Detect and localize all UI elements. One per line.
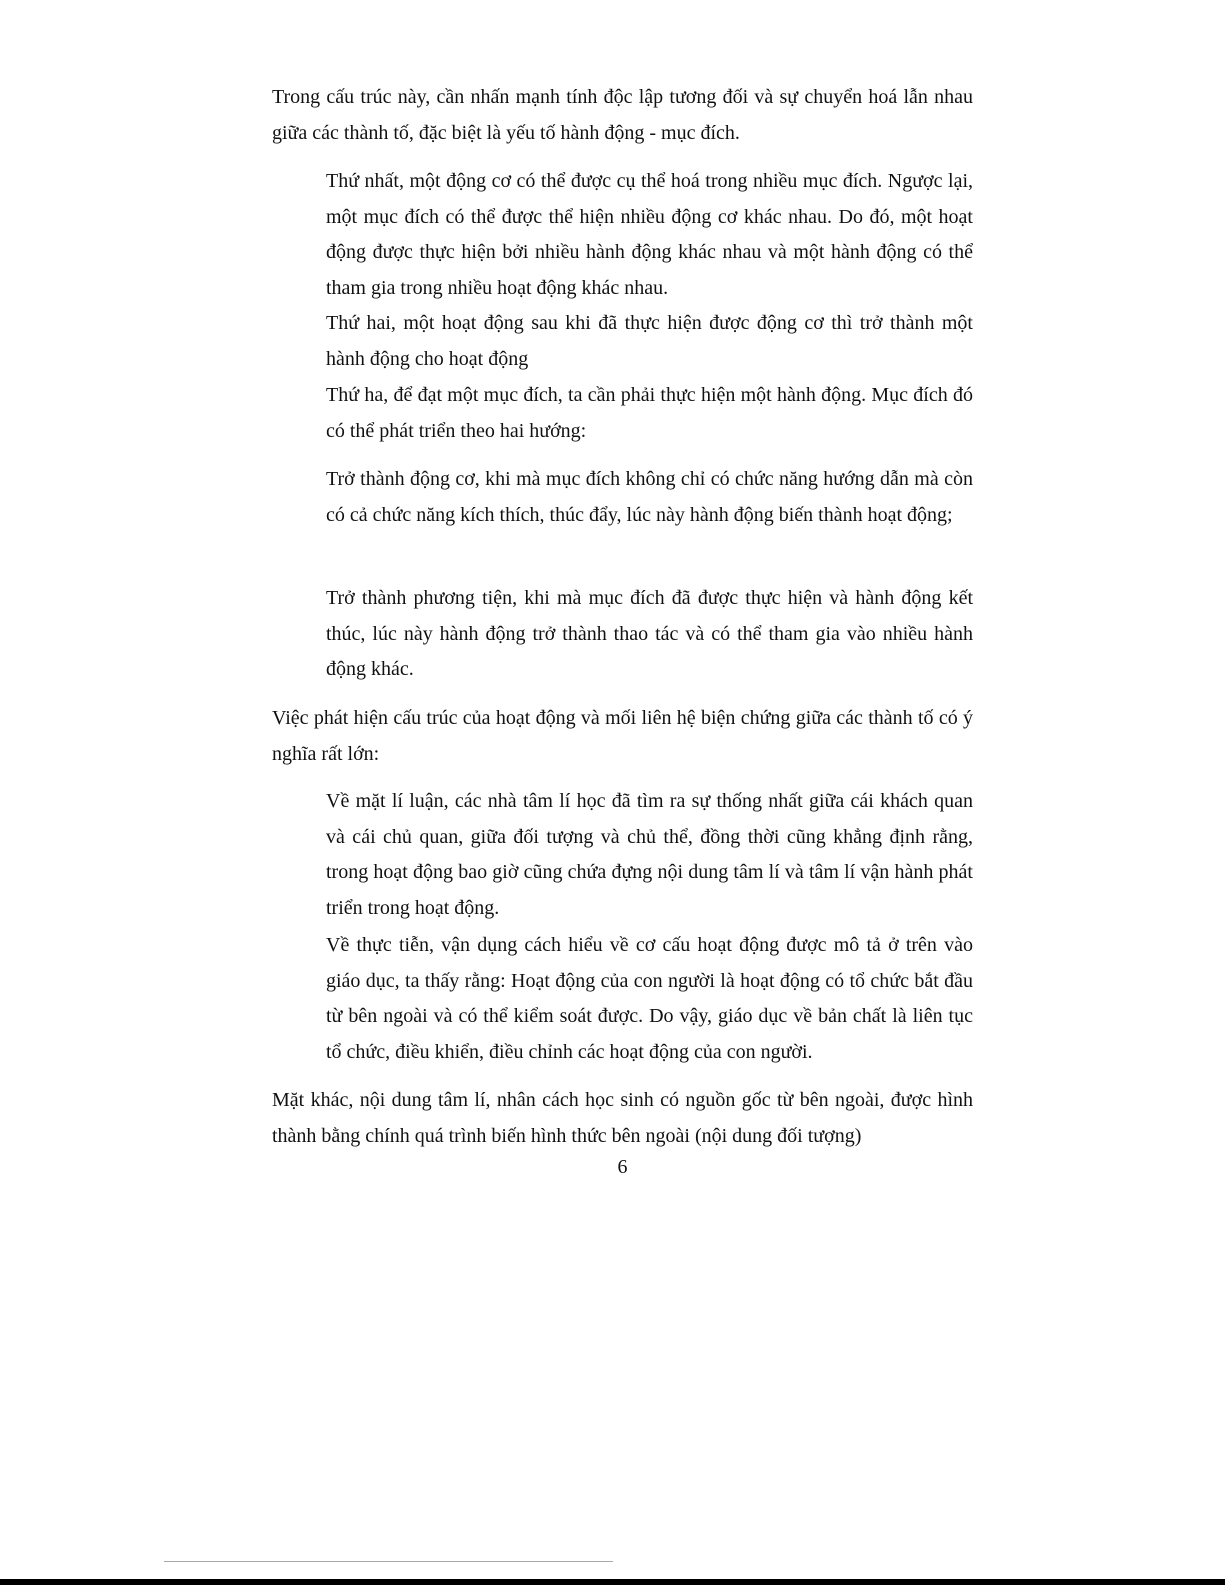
page-number: 6 — [617, 1156, 628, 1178]
paragraph-significance-intro: Việc phát hiện cấu trúc của hoạt động và mối liên hệ biện chứng giữa các thành tố có ý nghĩa rất lớn: — [272, 707, 973, 765]
paragraph-third-point: Thứ ha, để đạt một mục đích, ta cần phải thực hiện một hành động. Mục đích đó có thể phát triển theo hai hướng: — [326, 384, 973, 442]
paragraph-direction-means: Trở thành phương tiện, khi mà mục đích đã được thực hiện và hành động kết thúc, lúc này hành động trở thành thao tác và có thể tham gia vào nhiều hành động khác. — [326, 587, 973, 681]
paragraph-practical-aspect: Về thực tiễn, vận dụng cách hiểu về cơ cấu hoạt động được mô tả ở trên vào giáo dục, ta thấy rằng: Hoạt động của con người là hoạt động có tổ chức bắt đầu từ bên ngoài và có thể kiểm soát được. Do vậy, giáo dục về bản chất là liên tục tổ chức, điều khiển, điều chỉnh các hoạt động của con người. — [326, 934, 973, 1063]
page-bottom-edge — [0, 1579, 1225, 1585]
paragraph-second-point: Thứ hai, một hoạt động sau khi đã thực hiện được động cơ thì trở thành một hành động cho hoạt động — [326, 312, 973, 370]
paragraph-structure-intro: Trong cấu trúc này, cần nhấn mạnh tính độc lập tương đối và sự chuyển hoá lẫn nhau giữa các thành tố, đặc biệt là yếu tố hành động - mục đích. — [272, 86, 973, 144]
paragraph-on-the-other-hand: Mặt khác, nội dung tâm lí, nhân cách học sinh có nguồn gốc từ bên ngoài, được hình thành bằng chính quá trình biến hình thức bên ngoài (nội dung đối tượng) — [272, 1089, 973, 1147]
paragraph-first-point: Thứ nhất, một động cơ có thể được cụ thể hoá trong nhiều mục đích. Ngược lại, một mục đích có thể được thể hiện nhiều động cơ khác nhau. Do đó, một hoạt động được thực hiện bởi nhiều hành động khác nhau và một hành động có thể tham gia trong nhiều hoạt động khác nhau. — [326, 170, 973, 299]
paragraph-direction-motive: Trở thành động cơ, khi mà mục đích không chỉ có chức năng hướng dẫn mà còn có cả chức năng kích thích, thúc đẩy, lúc này hành động biến thành hoạt động; — [326, 468, 973, 526]
footnote-divider — [164, 1561, 613, 1562]
paragraph-theoretical-aspect: Về mặt lí luận, các nhà tâm lí học đã tìm ra sự thống nhất giữa cái khách quan và cái chủ quan, giữa đối tượng và chủ thể, đồng thời cũng khẳng định rằng, trong hoạt động bao giờ cũng chứa đựng nội dung tâm lí và tâm lí vận hành phát triển trong hoạt động. — [326, 790, 973, 919]
